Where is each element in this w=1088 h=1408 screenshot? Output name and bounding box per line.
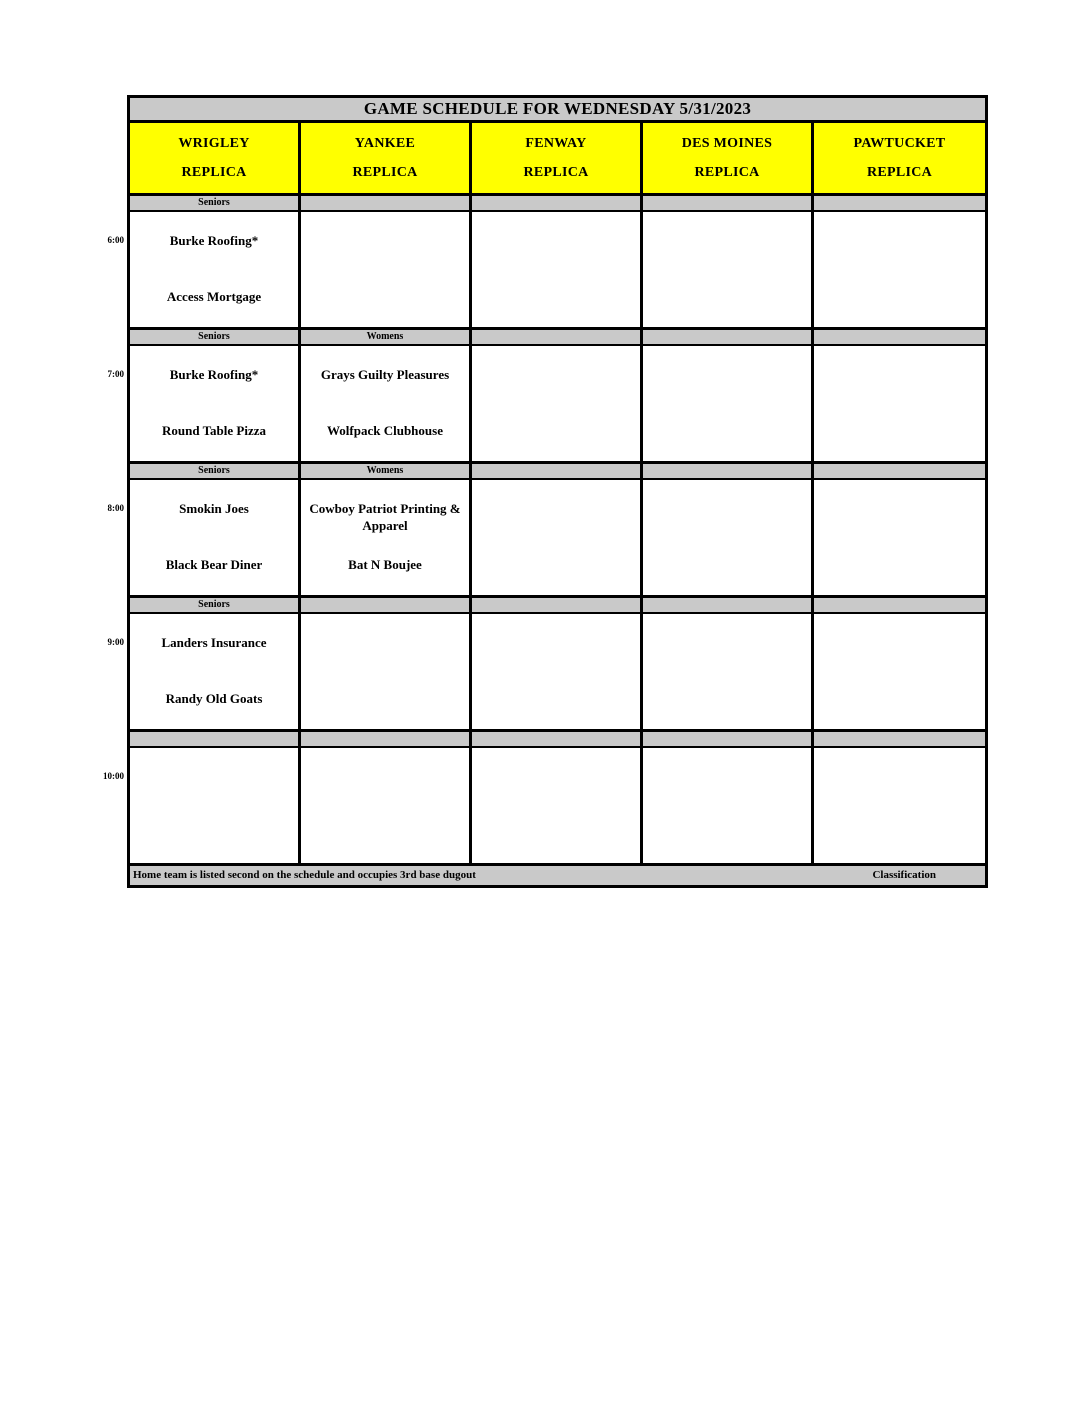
classification-cell (643, 598, 814, 612)
schedule-body (103, 196, 985, 866)
field-header-cell (301, 123, 472, 193)
classification-cell (643, 330, 814, 344)
classification-cell (814, 464, 985, 478)
game-cell (301, 614, 472, 729)
classification-cell: Seniors (130, 598, 301, 612)
field-header-cell (814, 123, 985, 193)
field-subtitle: REPLICA (694, 164, 760, 180)
classification-cell (814, 330, 985, 344)
game-cell (814, 346, 985, 461)
field-subtitle: REPLICA (352, 164, 418, 180)
classification-band-row (130, 598, 985, 614)
game-cell (130, 480, 301, 595)
field-subtitle: REPLICA (181, 164, 247, 180)
game-cell (301, 346, 472, 461)
game-cell (814, 480, 985, 595)
game-row (107, 346, 985, 464)
time-label: 10:00 (103, 771, 124, 781)
game-row (107, 614, 985, 732)
game-cell (472, 614, 643, 729)
home-team: Access Mortgage (166, 289, 262, 304)
field-header-cell (130, 123, 301, 193)
classification-cell (130, 732, 301, 746)
schedule-table (103, 95, 988, 888)
field-name: YANKEE (354, 135, 416, 151)
classification-cell (643, 464, 814, 478)
game-row (103, 748, 985, 866)
game-row (107, 480, 985, 598)
classification-cell (472, 330, 643, 344)
classification-label: Classification (872, 869, 936, 881)
classification-band-row (130, 330, 985, 346)
game-cell (301, 212, 472, 327)
field-subtitle: REPLICA (866, 164, 933, 180)
field-name: FENWAY (525, 135, 587, 151)
field-subtitle: REPLICA (523, 164, 589, 180)
classification-band-row (130, 732, 985, 748)
away-team: Burke Roofing* (169, 233, 259, 248)
home-team: Round Table Pizza (161, 423, 267, 438)
classification-cell: Womens (301, 330, 472, 344)
game-cell (472, 346, 643, 461)
game-cell (643, 480, 814, 595)
game-cell (814, 748, 985, 863)
classification-cell (814, 196, 985, 210)
classification-band-row (130, 196, 985, 212)
field-name: DES MOINES (681, 135, 773, 151)
game-cell (472, 480, 643, 595)
classification-cell: Seniors (130, 196, 301, 210)
classification-cell (643, 732, 814, 746)
game-cell (301, 748, 472, 863)
away-team: Burke Roofing* (169, 367, 259, 382)
footer-row (130, 866, 985, 885)
game-cell (472, 212, 643, 327)
home-team: Black Bear Diner (165, 557, 263, 572)
away-team: Smokin Joes (179, 501, 249, 516)
field-name: PAWTUCKET (853, 135, 946, 151)
classification-cell (472, 598, 643, 612)
time-label: 9:00 (107, 637, 124, 647)
time-label: 7:00 (107, 369, 124, 379)
game-cell (814, 614, 985, 729)
classification-cell (472, 464, 643, 478)
classification-cell: Seniors (130, 464, 301, 478)
time-label: 6:00 (107, 235, 124, 245)
home-team-note: Home team is listed second on the schedule and occupies 3rd base dugout (133, 869, 476, 881)
game-cell (130, 346, 301, 461)
game-cell (814, 212, 985, 327)
classification-cell (814, 732, 985, 746)
field-name: WRIGLEY (178, 135, 250, 151)
game-cell (643, 748, 814, 863)
away-team: Landers Insurance (161, 635, 267, 650)
classification-cell (301, 598, 472, 612)
field-header-cell (643, 123, 814, 193)
game-row (107, 212, 985, 330)
field-header-cell (472, 123, 643, 193)
schedule-title: GAME SCHEDULE FOR WEDNESDAY 5/31/2023 (130, 98, 985, 123)
classification-cell: Womens (301, 464, 472, 478)
classification-cell (301, 196, 472, 210)
classification-cell (472, 196, 643, 210)
field-header-row (130, 123, 985, 196)
classification-cell (814, 598, 985, 612)
home-team: Randy Old Goats (165, 691, 263, 706)
classification-band-row (130, 464, 985, 480)
game-cell (301, 480, 472, 595)
classification-cell: Seniors (130, 330, 301, 344)
away-team: Cowboy Patriot Printing & Apparel (309, 501, 461, 533)
game-cell (130, 212, 301, 327)
game-cell (130, 748, 301, 863)
classification-cell (643, 196, 814, 210)
home-team: Wolfpack Clubhouse (327, 423, 443, 438)
classification-cell (472, 732, 643, 746)
game-cell (130, 614, 301, 729)
classification-cell (301, 732, 472, 746)
game-cell (643, 212, 814, 327)
game-cell (643, 614, 814, 729)
time-label: 8:00 (107, 503, 124, 513)
game-cell (643, 346, 814, 461)
home-team: Bat N Boujee (348, 557, 422, 572)
game-cell (472, 748, 643, 863)
away-team: Grays Guilty Pleasures (320, 367, 450, 382)
